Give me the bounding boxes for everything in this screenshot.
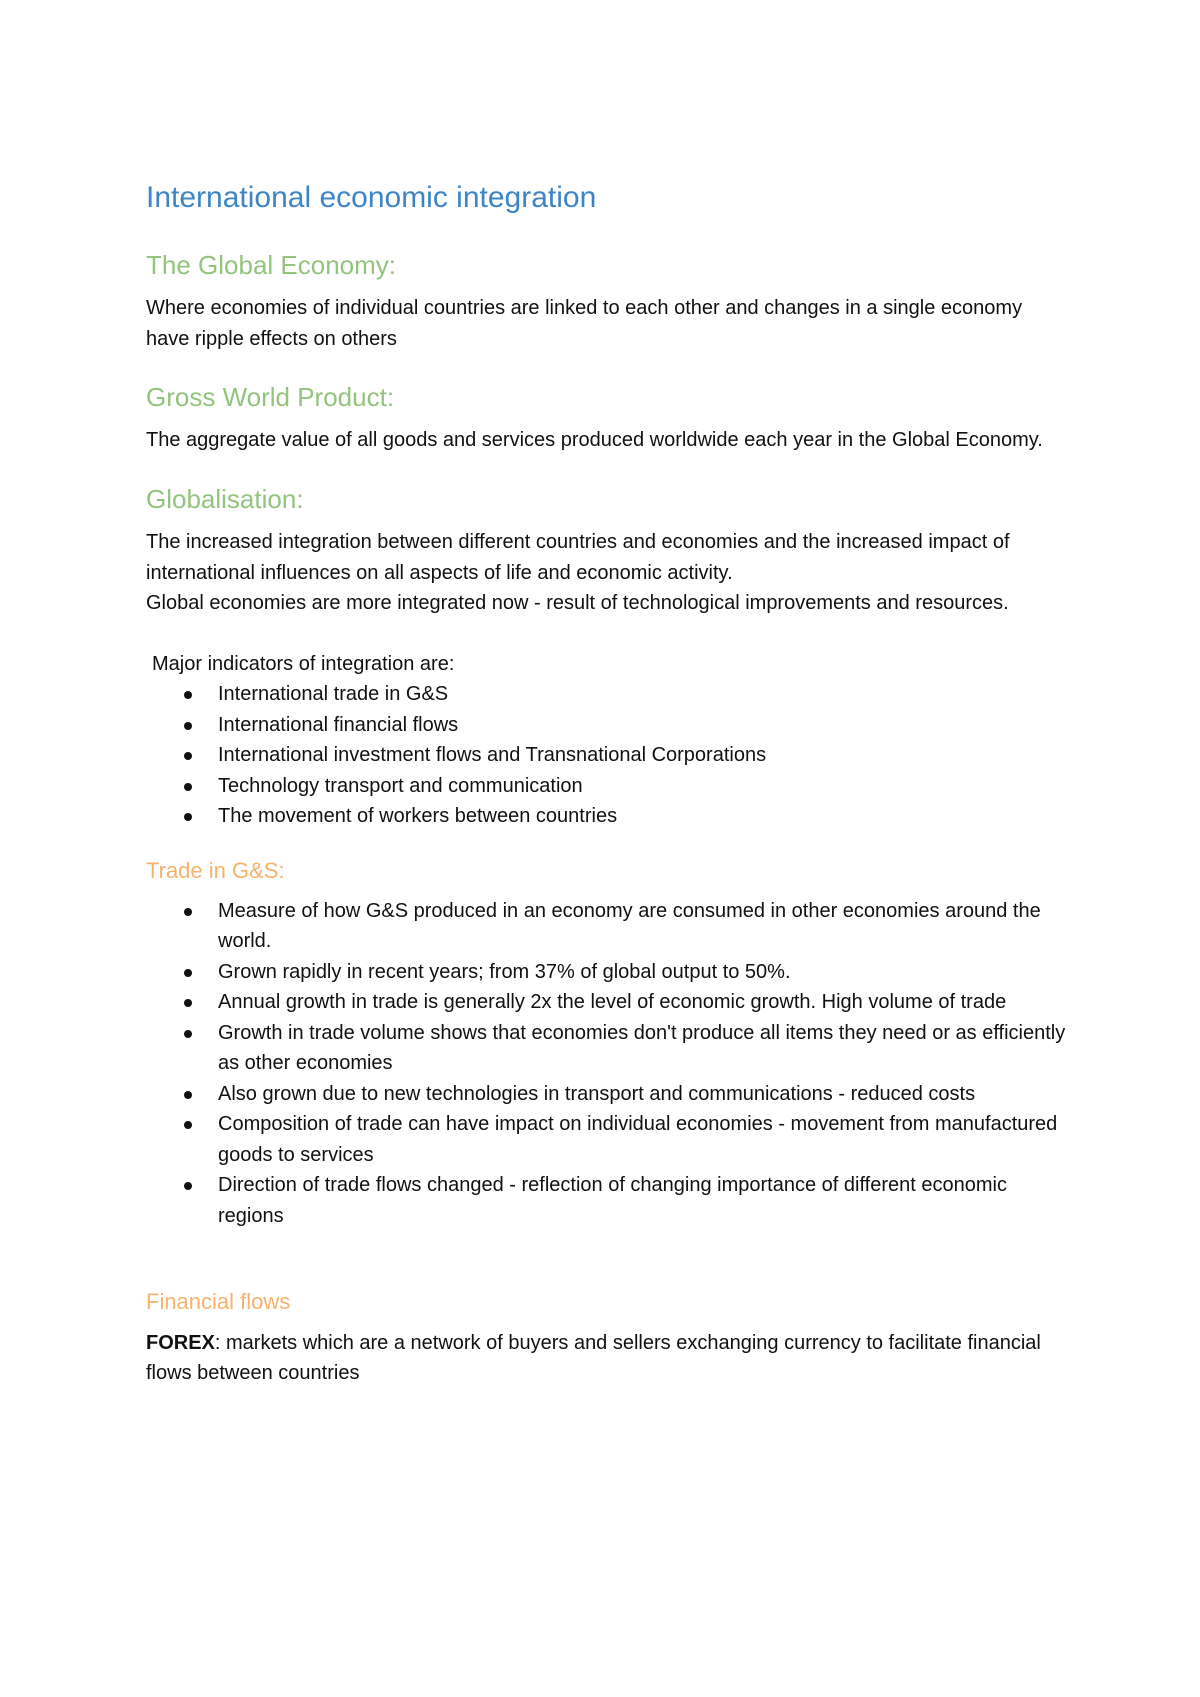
heading-gross-world-product: Gross World Product: xyxy=(146,382,395,413)
globalisation-text-2: Global economies are more integrated now - result of technological improvements and resources. xyxy=(146,592,1009,615)
list-item: Technology transport and communication xyxy=(218,771,1066,802)
list-item: Grown rapidly in recent years; from 37% of global output to 50%. xyxy=(218,957,1066,988)
heading-trade: Trade in G&S: xyxy=(146,857,285,883)
trade-list xyxy=(146,896,1066,1232)
list-item: International financial flows xyxy=(218,710,1066,741)
globalisation-text-1: The increased integration between different countries and economies and the increased impact of international influences on all aspects of life and economic activity. xyxy=(146,531,1010,584)
heading-globalisation: Globalisation: xyxy=(146,483,304,514)
indicators-label: Major indicators of integration are: xyxy=(152,652,455,675)
list-item: The movement of workers between countries xyxy=(218,801,1066,832)
list-item: Direction of trade flows changed - reflection of changing importance of different economic regions xyxy=(218,1170,1066,1231)
heading-global-economy: The Global Economy: xyxy=(146,250,397,280)
list-item: Also grown due to new technologies in transport and communications - reduced costs xyxy=(218,1079,1066,1110)
list-item: Growth in trade volume shows that economies don't produce all items they need or as efficiently as other economies xyxy=(218,1018,1066,1079)
forex-term: FOREX xyxy=(146,1331,215,1354)
document-title: International economic integration xyxy=(146,181,597,214)
document-page xyxy=(146,180,1066,1389)
forex-definition xyxy=(146,1328,1066,1389)
global-economy-text: Where economies of individual countries are linked to each other and changes in a single economy have ripple effects on others xyxy=(146,297,1023,350)
list-item: Annual growth in trade is generally 2x the level of economic growth. High volume of trade xyxy=(218,987,1066,1018)
gross-world-product-text: The aggregate value of all goods and services produced worldwide each year in the Global Economy. xyxy=(146,429,1043,452)
forex-definition-text: : markets which are a network of buyers and sellers exchanging currency to facilitate financial flows between countries xyxy=(146,1331,1041,1385)
indicators-list xyxy=(146,679,1066,832)
heading-financial-flows: Financial flows xyxy=(146,1289,291,1315)
list-item: International trade in G&S xyxy=(218,679,1066,710)
list-item: Measure of how G&S produced in an economy are consumed in other economies around the world. xyxy=(218,896,1066,957)
list-item: International investment flows and Transnational Corporations xyxy=(218,740,1066,771)
list-item: Composition of trade can have impact on individual economies - movement from manufactured goods to services xyxy=(218,1109,1066,1170)
